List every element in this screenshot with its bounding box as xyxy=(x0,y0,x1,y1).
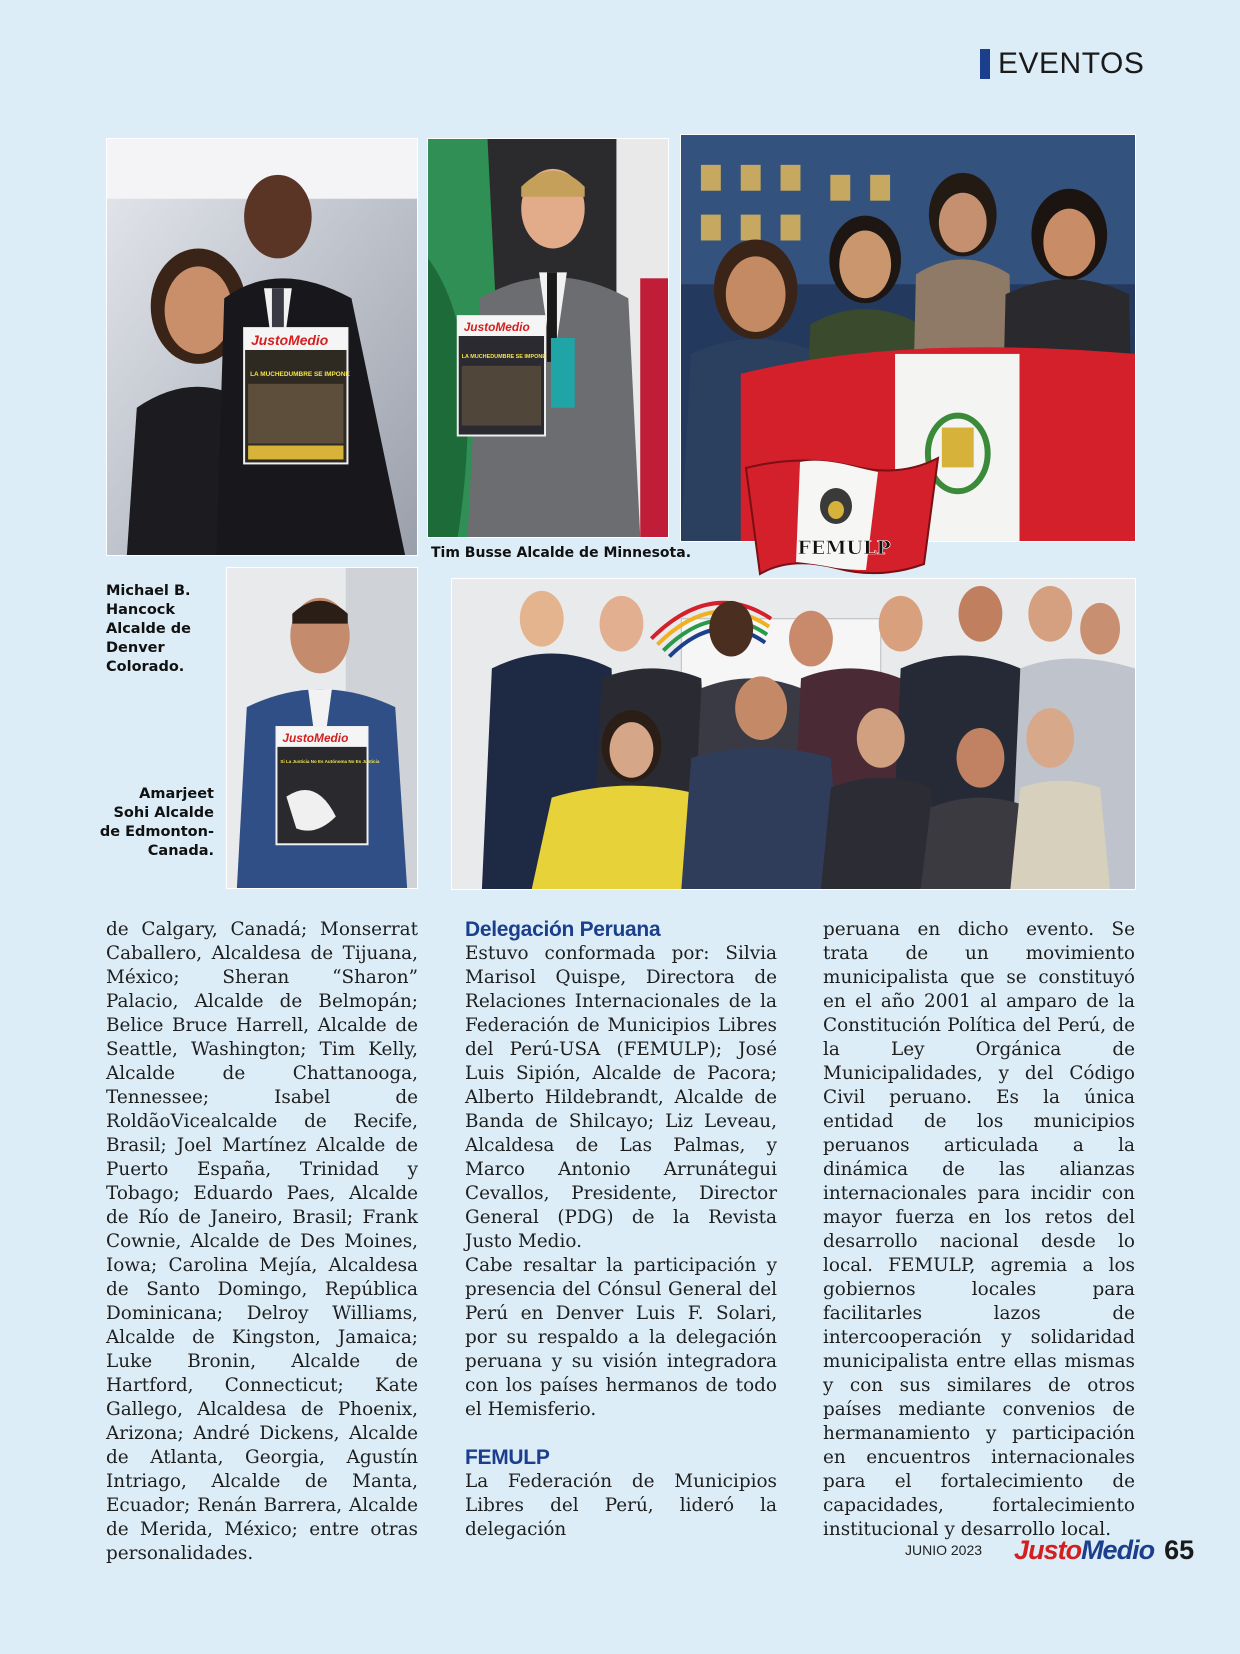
caption-hancock xyxy=(106,582,216,677)
femulp-flag-text: FEMULP xyxy=(797,537,891,559)
footer-brand-justo: Justo xyxy=(1014,1534,1082,1565)
article-column-3 xyxy=(823,918,1135,1542)
heading-femulp: FEMULP xyxy=(465,1446,550,1469)
caption-sohi xyxy=(96,785,214,861)
section-title: EVENTOS xyxy=(998,47,1145,80)
page-number: 65 xyxy=(1164,1534,1195,1565)
caption-hancock-line: Alcalde de xyxy=(106,621,192,637)
photo-busse xyxy=(427,138,669,538)
caption-hancock-line: Denver xyxy=(106,640,165,656)
page-footer xyxy=(905,1530,1194,1570)
photo-group-art xyxy=(452,579,1135,889)
magazine-headline-text: LA MUCHEDUMBRE SE IMPONE xyxy=(250,370,350,378)
magazine-brand-text: JustoMedio xyxy=(282,730,349,745)
article-paragraph: La Federación de Municipios Libres del Perú, lideró la delegación xyxy=(465,1471,777,1540)
caption-hancock-line: Michael B. xyxy=(106,583,191,599)
caption-busse: Tim Busse Alcalde de Minnesota. xyxy=(431,545,692,561)
paragraph-gap xyxy=(465,1422,777,1446)
article-column-1 xyxy=(106,918,418,1566)
article-column-2 xyxy=(465,918,777,1542)
article-column-3-text: peruana en dicho evento. Se trata de un movimiento municipalista que se constituyó en el año 2001 al amparo de la Constitución Política del Perú, de la Ley Orgánica de Municipalidades, y del Código Civil peruano. Es la única entidad de los municipios peruanos articulada a la dinámica de las alianzas internacionales para incidir con mayor fuerza en los retos del desarrollo nacional desde lo local. FEMULP, agremia a los gobiernos locales para facilitarles lazos de intercooperación y solidaridad municipalista entre ellas mismas y con sus similares de otros países mediante convenios de hermanamiento y participación en encuentros internacionales para el fortalecimiento de capacidades, fortalecimiento institucional y desarrollo local. xyxy=(823,919,1135,1540)
article-column-1-text: de Calgary, Canadá; Monserrat Caballero, Alcaldesa de Tijuana, México; Sheran “Sharon” Palacio, Alcalde de Belmopán; Belice Bruce Harrell, Alcalde de Seattle, Washington; Tim Kelly, Alcalde de Chattanooga, Tennessee; Isabel de RoldãoVicealcalde de Recife, Brasil; Joel Martínez Alcalde de Puerto España, Trinidad y Tobago; Eduardo Paes, Alcalde de Río de Janeiro, Brasil; Frank Cownie, Alcalde de Des Moines, Iowa; Carolina Mejía, Alcaldesa de Santo Domingo, República Dominicana; Delroy Williams, Alcalde de Kingston, Jamaica; Luke Bronin, Alcalde de Hartford, Connecticut; Kate Gallego, Alcaldesa de Phoenix, Arizona; André Dickens, Alcalde de Atlanta, Georgia, Agustín Intriago, Alcalde de Manta, Ecuador; Renán Barrera, Alcalde de Merida, México; entre otras personalidades. xyxy=(106,919,418,1564)
caption-hancock-line: Colorado. xyxy=(106,659,185,675)
caption-sohi-line: Canada. xyxy=(147,843,214,859)
article-paragraph: Estuvo conformada por: Silvia Marisol Quispe, Directora de Relaciones Internacionales de la Federación de Municipios Libres del Perú-USA (FEMULP); José Luis Sipión, Alcalde de Pacora; Alberto Hildebrandt, Alcalde de Banda de Shilcayo; Liz Leveau, Alcaldesa de Las Palmas, y Marco Antonio Arrunátegui Cevallos, Presidente, Director General (PDG) de la Revista Justo Medio. xyxy=(465,943,777,1252)
caption-sohi-line: Amarjeet xyxy=(139,786,214,802)
photo-sohi-art xyxy=(227,568,417,888)
section-tag xyxy=(980,44,1144,84)
photo-hancock xyxy=(106,138,418,556)
article-paragraph: Cabe resaltar la participación y presencia del Cónsul General del Perú en Denver Luis F. Solari, por su respaldo a la delegación peruana y su visión integradora con los países hermanos de todo el Hemisferio. xyxy=(465,1255,777,1420)
footer-brand-medio: Medio xyxy=(1081,1534,1155,1565)
femulp-flag-logo xyxy=(740,452,950,592)
photo-hancock-art xyxy=(107,139,417,555)
femulp-flag-art xyxy=(740,452,950,592)
magazine-headline-text: LA MUCHEDUMBRE SE IMPONE xyxy=(461,353,546,360)
photo-busse-art xyxy=(428,139,668,537)
section-tag-bar xyxy=(980,49,990,79)
caption-hancock-line: Hancock xyxy=(106,602,176,618)
photo-sohi xyxy=(226,567,418,889)
caption-sohi-line: Sohi Alcalde xyxy=(113,805,214,821)
caption-sohi-line: de Edmonton- xyxy=(99,824,214,840)
magazine-brand-text: JustoMedio xyxy=(251,331,329,349)
magazine-brand-text: JustoMedio xyxy=(463,320,530,335)
photo-group xyxy=(451,578,1136,890)
footer-date: JUNIO 2023 xyxy=(905,1542,983,1558)
heading-delegacion-peruana: Delegación Peruana xyxy=(465,918,661,941)
magazine-headline-text: Si La Justicia No Es Autónoma No Es Justicia xyxy=(280,758,380,764)
